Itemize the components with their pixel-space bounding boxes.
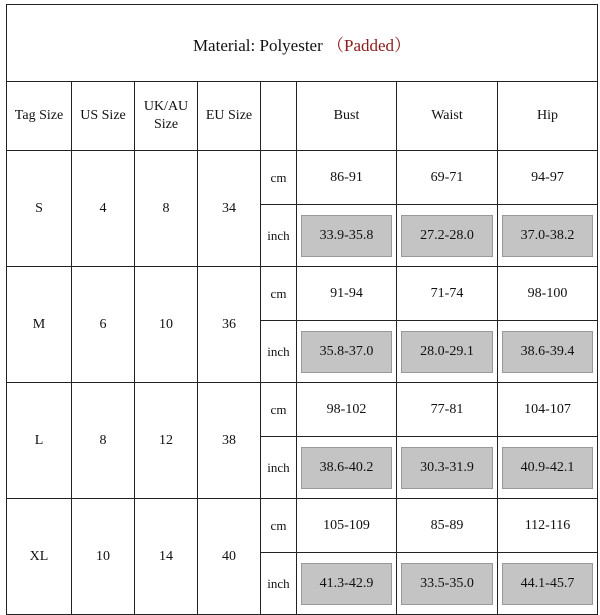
waist-inch-value: 33.5-35.0 [401, 563, 493, 605]
tag-size-cell: S [7, 151, 72, 267]
unit-cm-cell: cm [261, 383, 297, 437]
waist-inch-cell [397, 205, 498, 267]
waist-inch-cell [397, 553, 498, 615]
bust-cm-cell: 86-91 [297, 151, 397, 205]
header-row [7, 82, 598, 151]
tag-size-cell: L [7, 383, 72, 499]
ukau-size-cell: 10 [135, 267, 198, 383]
hip-cm-cell: 104-107 [498, 383, 598, 437]
header-waist: Waist [397, 82, 498, 151]
ukau-size-cell: 14 [135, 499, 198, 615]
unit-inch-cell: inch [261, 437, 297, 499]
waist-cm-cell: 69-71 [397, 151, 498, 205]
bust-inch-cell [297, 553, 397, 615]
eu-size-cell: 40 [198, 499, 261, 615]
table-title [7, 5, 598, 82]
unit-inch-cell: inch [261, 205, 297, 267]
hip-inch-value: 44.1-45.7 [502, 563, 593, 605]
table-row-cm [7, 499, 598, 553]
us-size-cell: 10 [72, 499, 135, 615]
hip-inch-cell [498, 553, 598, 615]
waist-inch-cell [397, 321, 498, 383]
bust-inch-cell [297, 321, 397, 383]
us-size-cell: 6 [72, 267, 135, 383]
us-size-cell: 4 [72, 151, 135, 267]
bust-inch-value: 41.3-42.9 [301, 563, 392, 605]
waist-inch-value: 30.3-31.9 [401, 447, 493, 489]
eu-size-cell: 34 [198, 151, 261, 267]
header-bust: Bust [297, 82, 397, 151]
waist-inch-value: 27.2-28.0 [401, 215, 493, 257]
hip-inch-value: 38.6-39.4 [502, 331, 593, 373]
tag-size-cell: XL [7, 499, 72, 615]
table-row-cm [7, 151, 598, 205]
table-row-cm [7, 383, 598, 437]
padded-note: （Padded） [327, 35, 412, 55]
unit-cm-cell: cm [261, 267, 297, 321]
bust-cm-cell: 98-102 [297, 383, 397, 437]
bust-inch-cell [297, 205, 397, 267]
header-eu-size: EU Size [198, 82, 261, 151]
waist-cm-cell: 85-89 [397, 499, 498, 553]
bust-cm-cell: 105-109 [297, 499, 397, 553]
hip-inch-value: 40.9-42.1 [502, 447, 593, 489]
bust-cm-cell: 91-94 [297, 267, 397, 321]
waist-inch-cell [397, 437, 498, 499]
hip-inch-cell [498, 321, 598, 383]
waist-cm-cell: 71-74 [397, 267, 498, 321]
size-chart [6, 4, 597, 615]
tag-size-cell: M [7, 267, 72, 383]
hip-inch-cell [498, 205, 598, 267]
bust-inch-cell [297, 437, 397, 499]
unit-inch-cell: inch [261, 321, 297, 383]
header-us-size: US Size [72, 82, 135, 151]
table-row-cm [7, 267, 598, 321]
hip-cm-cell: 112-116 [498, 499, 598, 553]
bust-inch-value: 38.6-40.2 [301, 447, 392, 489]
header-hip: Hip [498, 82, 598, 151]
header-tag-size: Tag Size [7, 82, 72, 151]
unit-cm-cell: cm [261, 151, 297, 205]
material-label: Material: Polyester [192, 35, 323, 55]
hip-cm-cell: 98-100 [498, 267, 598, 321]
table-body [7, 151, 598, 615]
eu-size-cell: 36 [198, 267, 261, 383]
us-size-cell: 8 [72, 383, 135, 499]
eu-size-cell: 38 [198, 383, 261, 499]
unit-inch-cell: inch [261, 553, 297, 615]
header-ukau-size: UK/AU Size [135, 82, 198, 151]
ukau-size-cell: 12 [135, 383, 198, 499]
header-unit-blank [261, 82, 297, 151]
waist-cm-cell: 77-81 [397, 383, 498, 437]
hip-cm-cell: 94-97 [498, 151, 598, 205]
ukau-size-cell: 8 [135, 151, 198, 267]
hip-inch-value: 37.0-38.2 [502, 215, 593, 257]
bust-inch-value: 33.9-35.8 [301, 215, 392, 257]
unit-cm-cell: cm [261, 499, 297, 553]
hip-inch-cell [498, 437, 598, 499]
waist-inch-value: 28.0-29.1 [401, 331, 493, 373]
bust-inch-value: 35.8-37.0 [301, 331, 392, 373]
size-table [6, 4, 598, 615]
